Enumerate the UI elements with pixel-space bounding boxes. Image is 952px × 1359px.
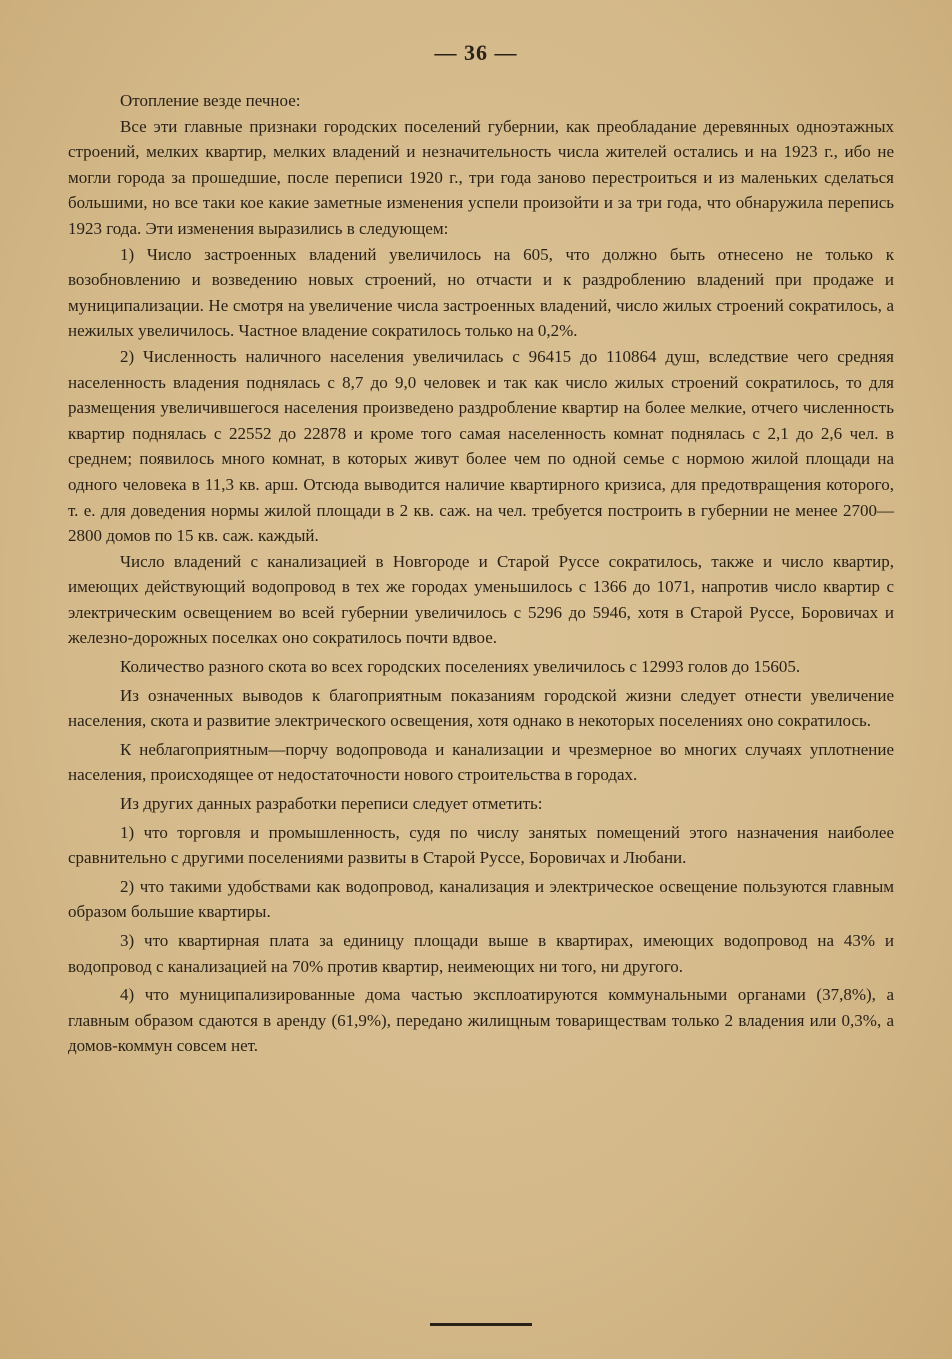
body-text [68, 88, 894, 1059]
paragraph-point-2: 2) Численность наличного населения увеличилась с 96415 до 110864 душ, вследствие чего средняя населенность владения поднялась с 8,7 до 9,0 человек и так как число жилых строений сократилось, то для размещения увеличившегося населения произведено раздробление квартир на более мелкие, отчего численность квартир поднялась с 22552 до 22878 и кроме того самая населенность комнат поднялась с 2,1 до 2,6 чел. в среднем; появилось много комнат, в которых живут более чем по одной семье с нормою жилой площади на одного человека в 11,3 кв. арш. Отсюда выводится наличие квартирного кризиса, для предотвращения которого, т. е. для доведения нормы жилой площади в 2 кв. саж. на чел. требуется построить в губернии не менее 2700—2800 домов по 15 кв. саж. каждый. [68, 346, 894, 546]
paragraph-other-2: 2) что такими удобствами как водопровод, канализация и электрическое освещение пользуются главным образом большие квартиры. [68, 876, 894, 922]
bottom-rule-divider [430, 1323, 532, 1326]
paragraph-other-4: 4) что муниципализированные дома частью эксплоатируются коммунальными органами (37,8%), а главным образом сдаются в аренду (61,9%), передано жилищным товариществам только 2 владения или 0,3%, а домов-коммун совсем нет. [68, 985, 894, 1056]
paragraph-canalization: Число владений с канализацией в Новгороде и Старой Руссе сократилось, также и число квартир, имеющих действующий водопровод в тех же городах уменьшилось с 1366 до 1071, напротив число квартир с электрическим освещением во всей губернии увеличилось с 5296 до 5946, хотя в Старой Руссе, Боровичах и железно-дорожных поселках оно сократилось почти вдвое. [68, 551, 894, 648]
paragraph-unfavorable: К неблагоприятным—порчу водопровода и канализации и чрезмерное во многих случаях уплотнение населения, происходящее от недостаточности нового строительства в городах. [68, 739, 894, 785]
paragraph-other-3: 3) что квартирная плата за единицу площади выше в квартирах, имеющих водопровод на 43% и водопровод с канализацией на 70% против квартир, неимеющих ни того, ни другого. [68, 931, 894, 976]
paragraph-livestock: Количество разного скота во всех городских поселениях увеличилось с 12993 голов до 15605. [120, 657, 801, 677]
paragraph-favorable: Из означенных выводов к благоприятным показаниям городской жизни следует отнести увеличение населения, скота и развитие электрического освещения, хотя однако в некоторых поселениях оно сократилось. [68, 685, 894, 731]
paragraph-other-1: 1) что торговля и промышленность, судя по числу занятых помещений этого назначения наиболее сравнительно с другими поселениями развиты в Старой Руссе, Боровичах и Любани. [68, 822, 894, 868]
paragraph-other-data: Из других данных разработки переписи следует отметить: [120, 794, 543, 814]
page-number: — 36 — [434, 40, 518, 65]
paragraph-heating: Отопление везде печное: [120, 91, 301, 110]
paragraph-intro: Все эти главные признаки городских поселений губернии, как преобладание деревянных одноэтажных строений, мелких квартир, мелких владений и незначительность числа жителей остались и на 1923 г., ибо не могли города за прошедшие, после переписи 1920 г., три года заново перестроиться и из маленьких сделаться большими, но все таки кое какие заметные изменения успели произойти и за три года, что обнаружила перепись 1923 года. Эти изменения выразились в следующем: [68, 116, 894, 238]
paragraph-point-1: 1) Число застроенных владений увеличилось на 605, что должно быть отнесено не только к возобновлению и возведению новых строений, но отчасти и к раздроблению владений при продаже и муниципализации. Не смотря на увеличение числа застроенных владений, число жилых строений сократилось, а нежилых увеличилось. Частное владение сократилось только на 0,2%. [68, 244, 894, 341]
